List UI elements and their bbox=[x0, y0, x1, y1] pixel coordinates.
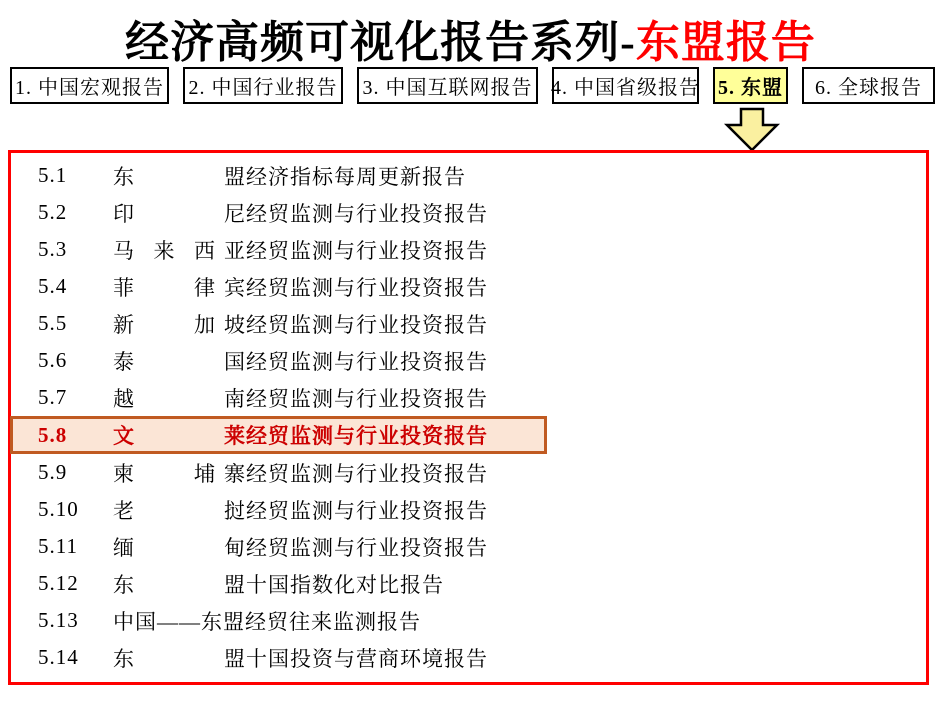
report-country bbox=[113, 643, 216, 673]
asean-report-box bbox=[8, 150, 929, 685]
report-country bbox=[113, 495, 216, 525]
tab-china-industry[interactable] bbox=[183, 67, 343, 104]
report-country-char: 埔 bbox=[194, 461, 216, 486]
report-row[interactable] bbox=[11, 231, 926, 268]
report-title: 盟十国指数化对比报告 bbox=[224, 572, 444, 597]
report-row[interactable] bbox=[11, 194, 926, 231]
report-country-char: 东 bbox=[113, 646, 135, 671]
page-title bbox=[0, 6, 941, 70]
report-title: 宾经贸监测与行业投资报告 bbox=[224, 275, 488, 300]
report-list bbox=[11, 153, 926, 682]
report-title: 挝经贸监测与行业投资报告 bbox=[224, 498, 488, 523]
report-number: 5.7 bbox=[38, 385, 68, 409]
report-country-char: 菲 bbox=[113, 275, 135, 300]
report-row[interactable] bbox=[11, 268, 926, 305]
report-number: 5.4 bbox=[38, 274, 68, 298]
report-country-char: 柬 bbox=[113, 461, 135, 486]
tab-label: 3. 中国互联网报告 bbox=[362, 77, 533, 99]
report-country-char: 越 bbox=[113, 386, 135, 411]
page-title-main: 经济高频可视化报告系列- bbox=[125, 18, 636, 67]
report-title: 寨经贸监测与行业投资报告 bbox=[224, 461, 488, 486]
report-country-char: 泰 bbox=[113, 349, 135, 374]
tab-global[interactable] bbox=[802, 67, 935, 104]
report-number: 5.13 bbox=[38, 608, 79, 632]
report-number: 5.12 bbox=[38, 571, 79, 595]
report-title: 南经贸监测与行业投资报告 bbox=[224, 386, 488, 411]
report-row[interactable] bbox=[11, 342, 926, 379]
report-row[interactable] bbox=[11, 454, 926, 491]
report-country bbox=[113, 532, 216, 562]
report-number: 5.6 bbox=[38, 348, 68, 372]
report-country-char: 东 bbox=[113, 572, 135, 597]
report-row[interactable] bbox=[11, 157, 926, 194]
tab-label: 2. 中国行业报告 bbox=[188, 77, 338, 99]
report-series-tab-bar bbox=[10, 67, 935, 104]
report-country-char: 文 bbox=[113, 424, 135, 448]
page-title-highlight: 东盟报告 bbox=[635, 18, 816, 67]
report-title: 中国——东盟经贸往来监测报告 bbox=[113, 609, 421, 634]
report-title: 盟经济指标每周更新报告 bbox=[224, 164, 466, 189]
report-row[interactable] bbox=[11, 379, 926, 416]
tab-label: 4. 中国省级报告 bbox=[551, 77, 700, 99]
report-country-char: 律 bbox=[194, 275, 216, 300]
report-number: 5.3 bbox=[38, 237, 68, 261]
report-row[interactable] bbox=[11, 305, 926, 342]
report-title: 亚经贸监测与行业投资报告 bbox=[224, 238, 488, 263]
report-row[interactable] bbox=[11, 565, 926, 602]
report-country-char: 新 bbox=[113, 312, 135, 337]
report-country-char: 西 bbox=[194, 238, 216, 263]
report-country bbox=[113, 198, 216, 228]
report-row[interactable] bbox=[11, 528, 926, 565]
report-country-char: 老 bbox=[113, 498, 135, 523]
report-country bbox=[113, 569, 216, 599]
report-row-selected[interactable] bbox=[10, 416, 547, 454]
report-country bbox=[113, 383, 216, 413]
report-number: 5.5 bbox=[38, 311, 68, 335]
report-row[interactable] bbox=[11, 602, 926, 639]
report-number: 5.8 bbox=[38, 422, 68, 447]
report-country bbox=[113, 235, 216, 265]
report-country-char: 来 bbox=[153, 238, 176, 263]
report-title: 莱经贸监测与行业投资报告 bbox=[224, 424, 488, 448]
report-country bbox=[113, 346, 216, 376]
tab-label: 6. 全球报告 bbox=[815, 77, 922, 99]
report-country bbox=[113, 161, 216, 191]
report-country-char: 东 bbox=[113, 164, 135, 189]
report-country-char: 马 bbox=[113, 238, 135, 263]
report-title: 坡经贸监测与行业投资报告 bbox=[224, 312, 488, 337]
tab-asean[interactable] bbox=[713, 67, 788, 104]
report-number: 5.1 bbox=[38, 163, 68, 187]
report-title: 甸经贸监测与行业投资报告 bbox=[224, 535, 488, 560]
report-number: 5.11 bbox=[38, 534, 78, 558]
report-country-char: 印 bbox=[113, 201, 135, 226]
report-country-char: 加 bbox=[194, 312, 216, 337]
report-country bbox=[113, 309, 216, 339]
down-arrow-icon bbox=[723, 107, 781, 152]
report-number: 5.14 bbox=[38, 645, 79, 669]
report-title: 尼经贸监测与行业投资报告 bbox=[224, 201, 488, 226]
report-country bbox=[113, 458, 216, 488]
tab-china-internet[interactable] bbox=[357, 67, 538, 104]
tab-label: 1. 中国宏观报告 bbox=[15, 77, 164, 99]
report-country bbox=[113, 420, 216, 450]
report-row[interactable] bbox=[11, 639, 926, 676]
report-title: 盟十国投资与营商环境报告 bbox=[224, 646, 488, 671]
report-row[interactable] bbox=[11, 491, 926, 528]
report-number: 5.10 bbox=[38, 497, 79, 521]
tab-china-macro[interactable] bbox=[10, 67, 169, 104]
report-number: 5.9 bbox=[38, 460, 68, 484]
report-number: 5.2 bbox=[38, 200, 68, 224]
tab-label: 5. 东盟 bbox=[718, 77, 783, 99]
report-title: 国经贸监测与行业投资报告 bbox=[224, 349, 488, 374]
tab-china-province[interactable] bbox=[552, 67, 699, 104]
report-country-char: 缅 bbox=[113, 535, 135, 560]
report-country bbox=[113, 272, 216, 302]
